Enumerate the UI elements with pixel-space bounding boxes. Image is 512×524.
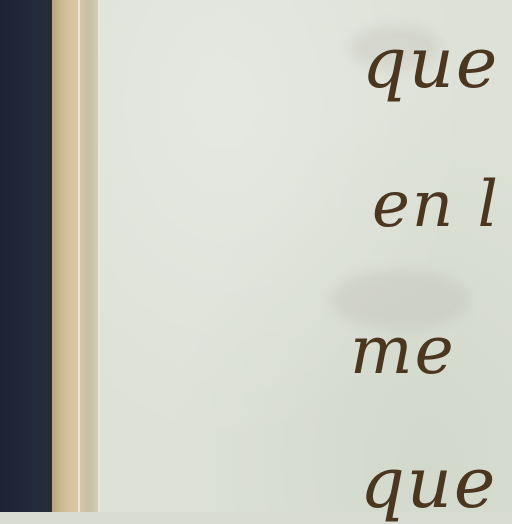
handwriting-line-4: que <box>360 442 498 524</box>
handwriting-line-3: me <box>350 312 456 389</box>
edge-rule-line <box>78 0 80 512</box>
handwriting-line-1: que <box>362 22 500 104</box>
handwriting-line-2: en l <box>372 168 500 242</box>
paper-edge <box>52 0 102 512</box>
dark-backing-board <box>0 0 56 512</box>
